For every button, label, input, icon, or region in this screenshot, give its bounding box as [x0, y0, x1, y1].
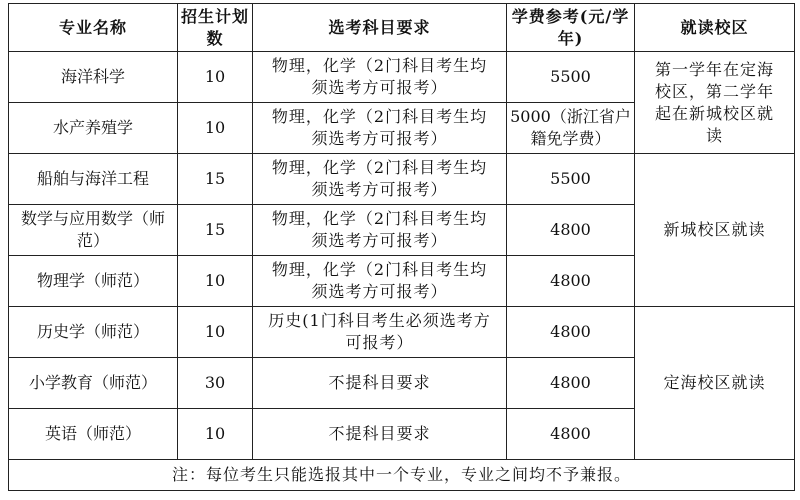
major-cell: 数学与应用数学（师范）: [9, 205, 178, 256]
table-row: [9, 52, 795, 103]
header-requirement: 选考科目要求: [253, 4, 507, 52]
header-major: 专业名称: [9, 4, 178, 52]
table-header-row: [9, 4, 795, 52]
major-cell: 英语（师范）: [9, 409, 178, 460]
tuition-cell: 4800: [507, 307, 635, 358]
admissions-document: [8, 3, 794, 491]
header-quota: 招生计划数: [178, 4, 253, 52]
header-campus: 就读校区: [635, 4, 795, 52]
table-note-row: [9, 460, 795, 491]
table-row: [9, 154, 795, 205]
quota-cell: 10: [178, 103, 253, 154]
requirement-cell: 物理，化学（2门科目考生均须选考方可报考）: [253, 52, 507, 103]
requirement-cell: 物理，化学（2门科目考生均须选考方可报考）: [253, 103, 507, 154]
requirement-cell: 不提科目要求: [253, 409, 507, 460]
header-tuition: 学费参考(元/学年): [507, 4, 635, 52]
major-cell: 小学教育（师范）: [9, 358, 178, 409]
requirement-cell: 不提科目要求: [253, 358, 507, 409]
major-cell: 历史学（师范）: [9, 307, 178, 358]
tuition-cell: 4800: [507, 409, 635, 460]
requirement-cell: 物理，化学（2门科目考生均须选考方可报考）: [253, 256, 507, 307]
requirement-cell: 物理，化学（2门科目考生均须选考方可报考）: [253, 205, 507, 256]
quota-cell: 10: [178, 307, 253, 358]
quota-cell: 15: [178, 154, 253, 205]
major-cell: 物理学（师范）: [9, 256, 178, 307]
tuition-cell: 4800: [507, 358, 635, 409]
campus-cell-group2: 新城校区就读: [635, 154, 795, 307]
requirement-cell: 物理，化学（2门科目考生均须选考方可报考）: [253, 154, 507, 205]
quota-cell: 10: [178, 52, 253, 103]
major-cell: 船舶与海洋工程: [9, 154, 178, 205]
tuition-cell: 4800: [507, 205, 635, 256]
campus-cell-group1: 第一学年在定海校区，第二学年起在新城校区就读: [635, 52, 795, 154]
tuition-cell: 5500: [507, 154, 635, 205]
quota-cell: 15: [178, 205, 253, 256]
major-cell: 海洋科学: [9, 52, 178, 103]
quota-cell: 10: [178, 409, 253, 460]
table-row: [9, 307, 795, 358]
major-cell: 水产养殖学: [9, 103, 178, 154]
campus-cell-group3: 定海校区就读: [635, 307, 795, 460]
quota-cell: 10: [178, 256, 253, 307]
tuition-cell: 5000（浙江省户籍免学费）: [507, 103, 635, 154]
tuition-cell: 5500: [507, 52, 635, 103]
table-note: 注：每位考生只能选报其中一个专业，专业之间均不予兼报。: [9, 460, 795, 491]
quota-cell: 30: [178, 358, 253, 409]
tuition-cell: 4800: [507, 256, 635, 307]
requirement-cell: 历史(1门科目考生必须选考方可报考）: [253, 307, 507, 358]
admissions-table: [8, 3, 795, 491]
